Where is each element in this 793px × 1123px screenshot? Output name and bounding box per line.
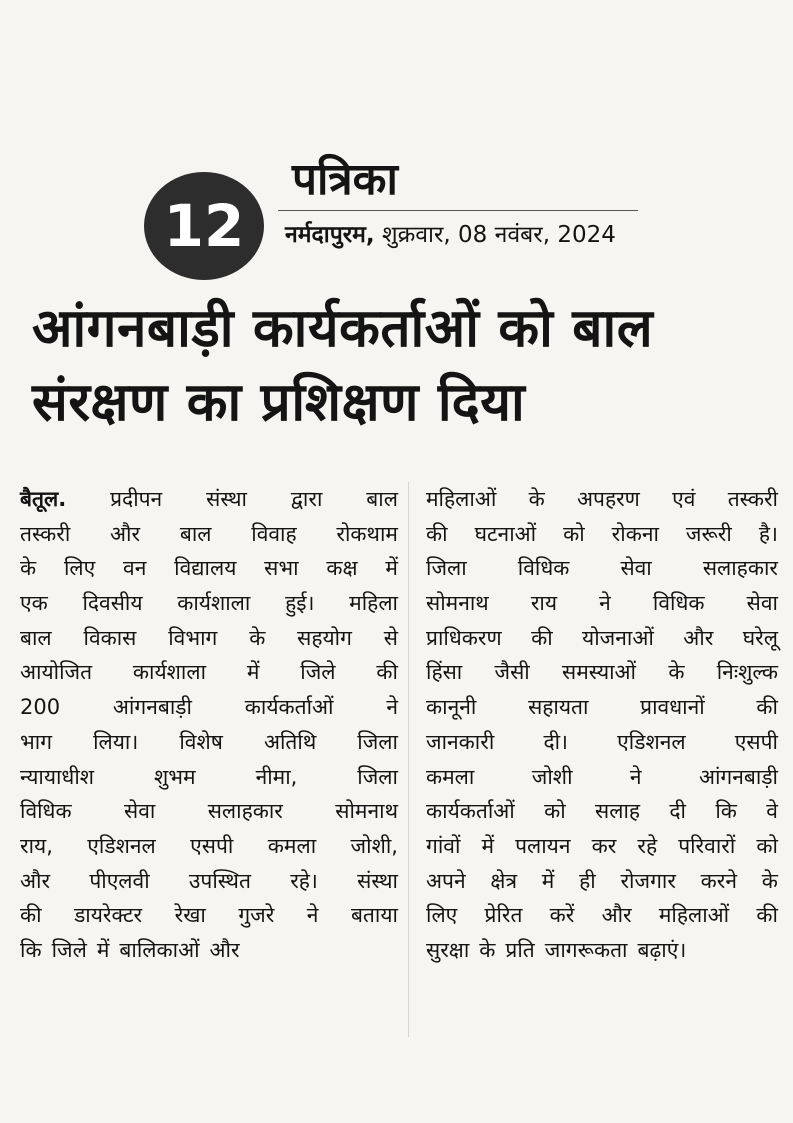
article-line: 200 आंगनबाड़ी कार्यकर्ताओं ने xyxy=(20,695,398,720)
newspaper-masthead: पत्रिका xyxy=(292,154,398,205)
page-number: 12 xyxy=(163,192,245,260)
article-line: आयोजित कार्यशाला में जिले की xyxy=(20,660,398,685)
article-line: न्यायाधीश शुभम नीमा, जिला xyxy=(20,764,398,789)
article-line: हिंसा जैसी समस्याओं के निःशुल्क xyxy=(426,660,778,685)
article-line: की डायरेक्टर रेखा गुजरे ने बताया xyxy=(20,903,398,928)
article-line: जिला विधिक सेवा सलाहकार xyxy=(426,556,778,581)
article-line: के लिए वन विद्यालय सभा कक्ष में xyxy=(20,556,398,581)
article-line: जानकारी दी। एडिशनल एसपी xyxy=(426,729,778,754)
article-line: कार्यकर्ताओं को सलाह दी कि वे xyxy=(426,799,778,824)
article-line: सोमनाथ राय ने विधिक सेवा xyxy=(426,591,778,616)
page-number-badge xyxy=(144,172,264,280)
article-column-left xyxy=(20,482,398,968)
article-line: महिलाओं के अपहरण एवं तस्करी xyxy=(426,487,778,511)
article-line: कि जिले में बालिकाओं और xyxy=(20,937,240,962)
article-line: कमला जोशी ने आंगनबाड़ी xyxy=(426,764,778,789)
article-line: की घटनाओं को रोकना जरूरी है। xyxy=(426,521,778,546)
article-line: प्राधिकरण की योजनाओं और घरेलू xyxy=(426,625,778,650)
dateline-date: शुक्रवार, 08 नवंबर, 2024 xyxy=(381,222,616,248)
article-line: बैतूल. प्रदीपन संस्था द्वारा बाल xyxy=(20,487,398,511)
article-line: बाल विकास विभाग के सहयोग से xyxy=(20,625,398,650)
article-line: अपने क्षेत्र में ही रोजगार करने के xyxy=(426,868,778,893)
headline-line: संरक्षण का प्रशिक्षण दिया xyxy=(32,372,526,433)
headline-line: आंगनबाड़ी कार्यकर्ताओं को बाल xyxy=(32,298,654,359)
dateline xyxy=(285,224,616,247)
article-line: और पीएलवी उपस्थित रहे। संस्था xyxy=(20,868,398,893)
article-line: भाग लिया। विशेष अतिथि जिला xyxy=(20,729,398,754)
article-line: विधिक सेवा सलाहकार सोमनाथ xyxy=(20,799,398,824)
article-line: राय, एडिशनल एसपी कमला जोशी, xyxy=(20,833,398,858)
article-line: तस्करी और बाल विवाह रोकथाम xyxy=(20,521,398,546)
article-line: एक दिवसीय कार्यशाला हुई। महिला xyxy=(20,591,398,616)
article-line: सुरक्षा के प्रति जागरूकता बढ़ाएं। xyxy=(426,937,687,962)
article-line: कानूनी सहायता प्रावधानों की xyxy=(426,695,778,720)
article-line: लिए प्रेरित करें और महिलाओं की xyxy=(426,903,778,928)
article-headline xyxy=(32,292,772,440)
masthead-rule xyxy=(278,210,638,211)
column-divider xyxy=(408,482,409,1037)
article-line: गांवों में पलायन कर रहे परिवारों को xyxy=(426,833,778,858)
dateline-city: नर्मदापुरम, xyxy=(285,222,375,248)
article-column-right xyxy=(426,482,778,968)
